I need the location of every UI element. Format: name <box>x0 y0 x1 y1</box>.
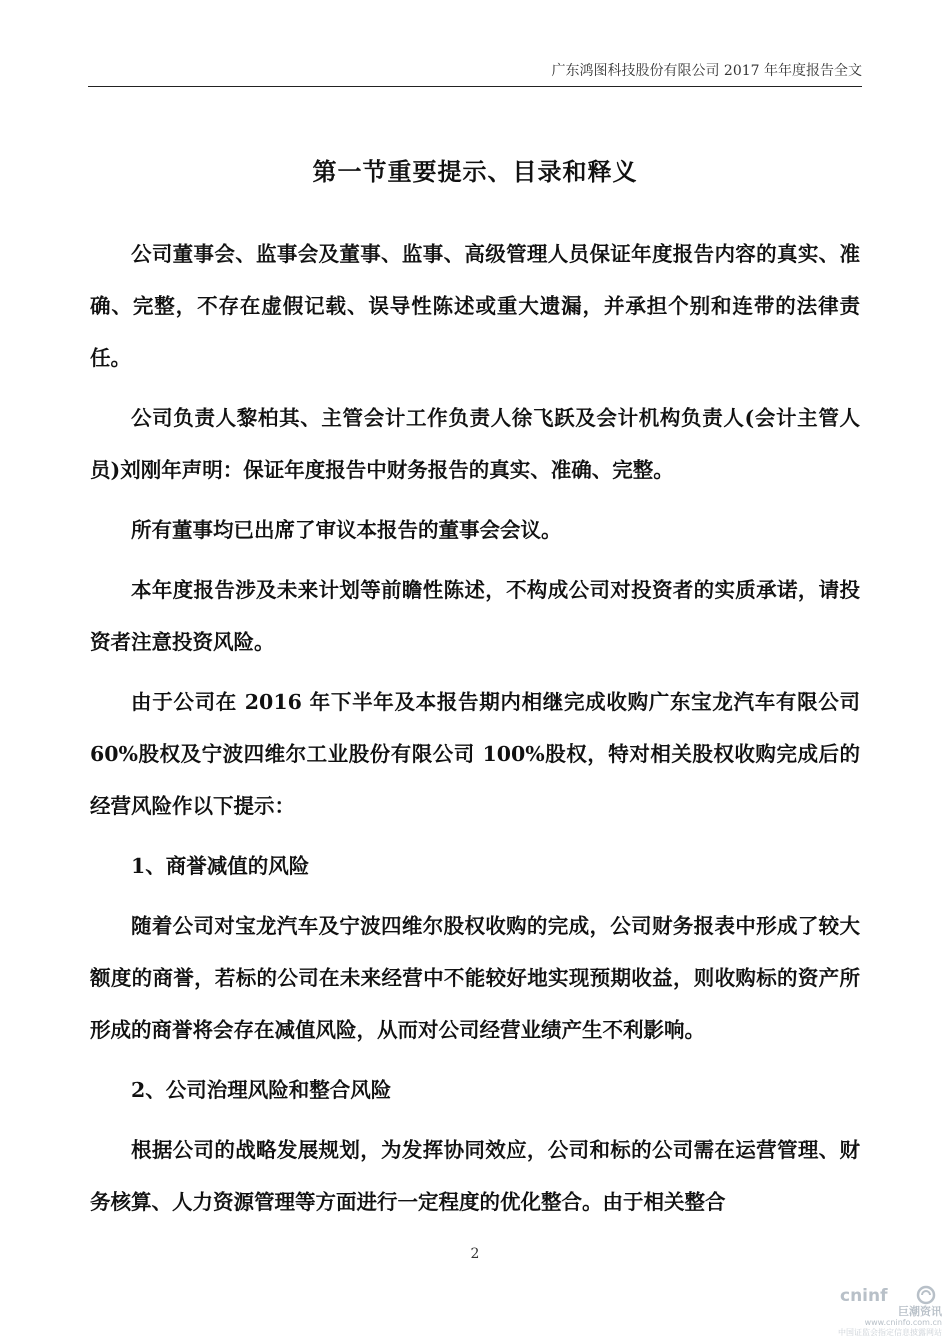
running-header: 广东鸿图科技股份有限公司 2017 年年度报告全文 <box>551 63 862 79</box>
svg-text:cninf: cninf <box>840 1286 888 1306</box>
watermark-org: 中国证监会指定信息披露网站 <box>838 1328 942 1337</box>
section-title: 第一节重要提示、目录和释义 <box>312 157 638 186</box>
page-number: 2 <box>470 1246 480 1262</box>
paragraph-board-guarantee: 公司董事会、监事会及董事、监事、高级管理人员保证年度报告内容的真实、准确、完整，不存在虚假记载、误导性陈述或重大遗漏，并承担个别和连带的法律责任。 <box>90 242 860 370</box>
paragraph-directors-attendance: 所有董事均已出席了审议本报告的董事会会议。 <box>131 518 562 542</box>
cninfo-watermark <box>832 1284 942 1338</box>
cninfo-logo-icon <box>838 1284 942 1306</box>
subheading-goodwill-risk: 1、商誉减值的风险 <box>131 854 310 878</box>
paragraph-forward-looking: 本年度报告涉及未来计划等前瞻性陈述，不构成公司对投资者的实质承诺，请投资者注意投资风险。 <box>90 578 860 654</box>
subheading-governance-risk: 2、公司治理风险和整合风险 <box>131 1078 392 1102</box>
paragraph-goodwill-risk: 随着公司对宝龙汽车及宁波四维尔股权收购的完成，公司财务报表中形成了较大额度的商誉，若标的公司在未来经营中不能较好地实现预期收益，则收购标的资产所形成的商誉将会存在减值风险，从而对公司经营业绩产生不利影响。 <box>90 914 860 1042</box>
paragraph-acquisition-intro: 由于公司在 2016 年下半年及本报告期内相继完成收购广东宝龙汽车有限公司 60%股权及宁波四维尔工业股份有限公司 100%股权，特对相关股权收购完成后的经营风险作以下提示： <box>90 690 860 818</box>
watermark-url: www.cninfo.com.cn <box>864 1318 942 1327</box>
paragraph-responsible-persons: 公司负责人黎柏其、主管会计工作负责人徐飞跃及会计机构负责人(会计主管人员)刘刚年声明：保证年度报告中财务报告的真实、准确、完整。 <box>90 406 860 482</box>
body-text <box>90 228 860 1236</box>
watermark-cn: 巨潮资讯 <box>898 1305 942 1318</box>
header-rule <box>88 86 862 87</box>
paragraph-governance-risk: 根据公司的战略发展规划，为发挥协同效应，公司和标的公司需在运营管理、财务核算、人力资源管理等方面进行一定程度的优化整合。由于相关整合 <box>90 1138 860 1214</box>
